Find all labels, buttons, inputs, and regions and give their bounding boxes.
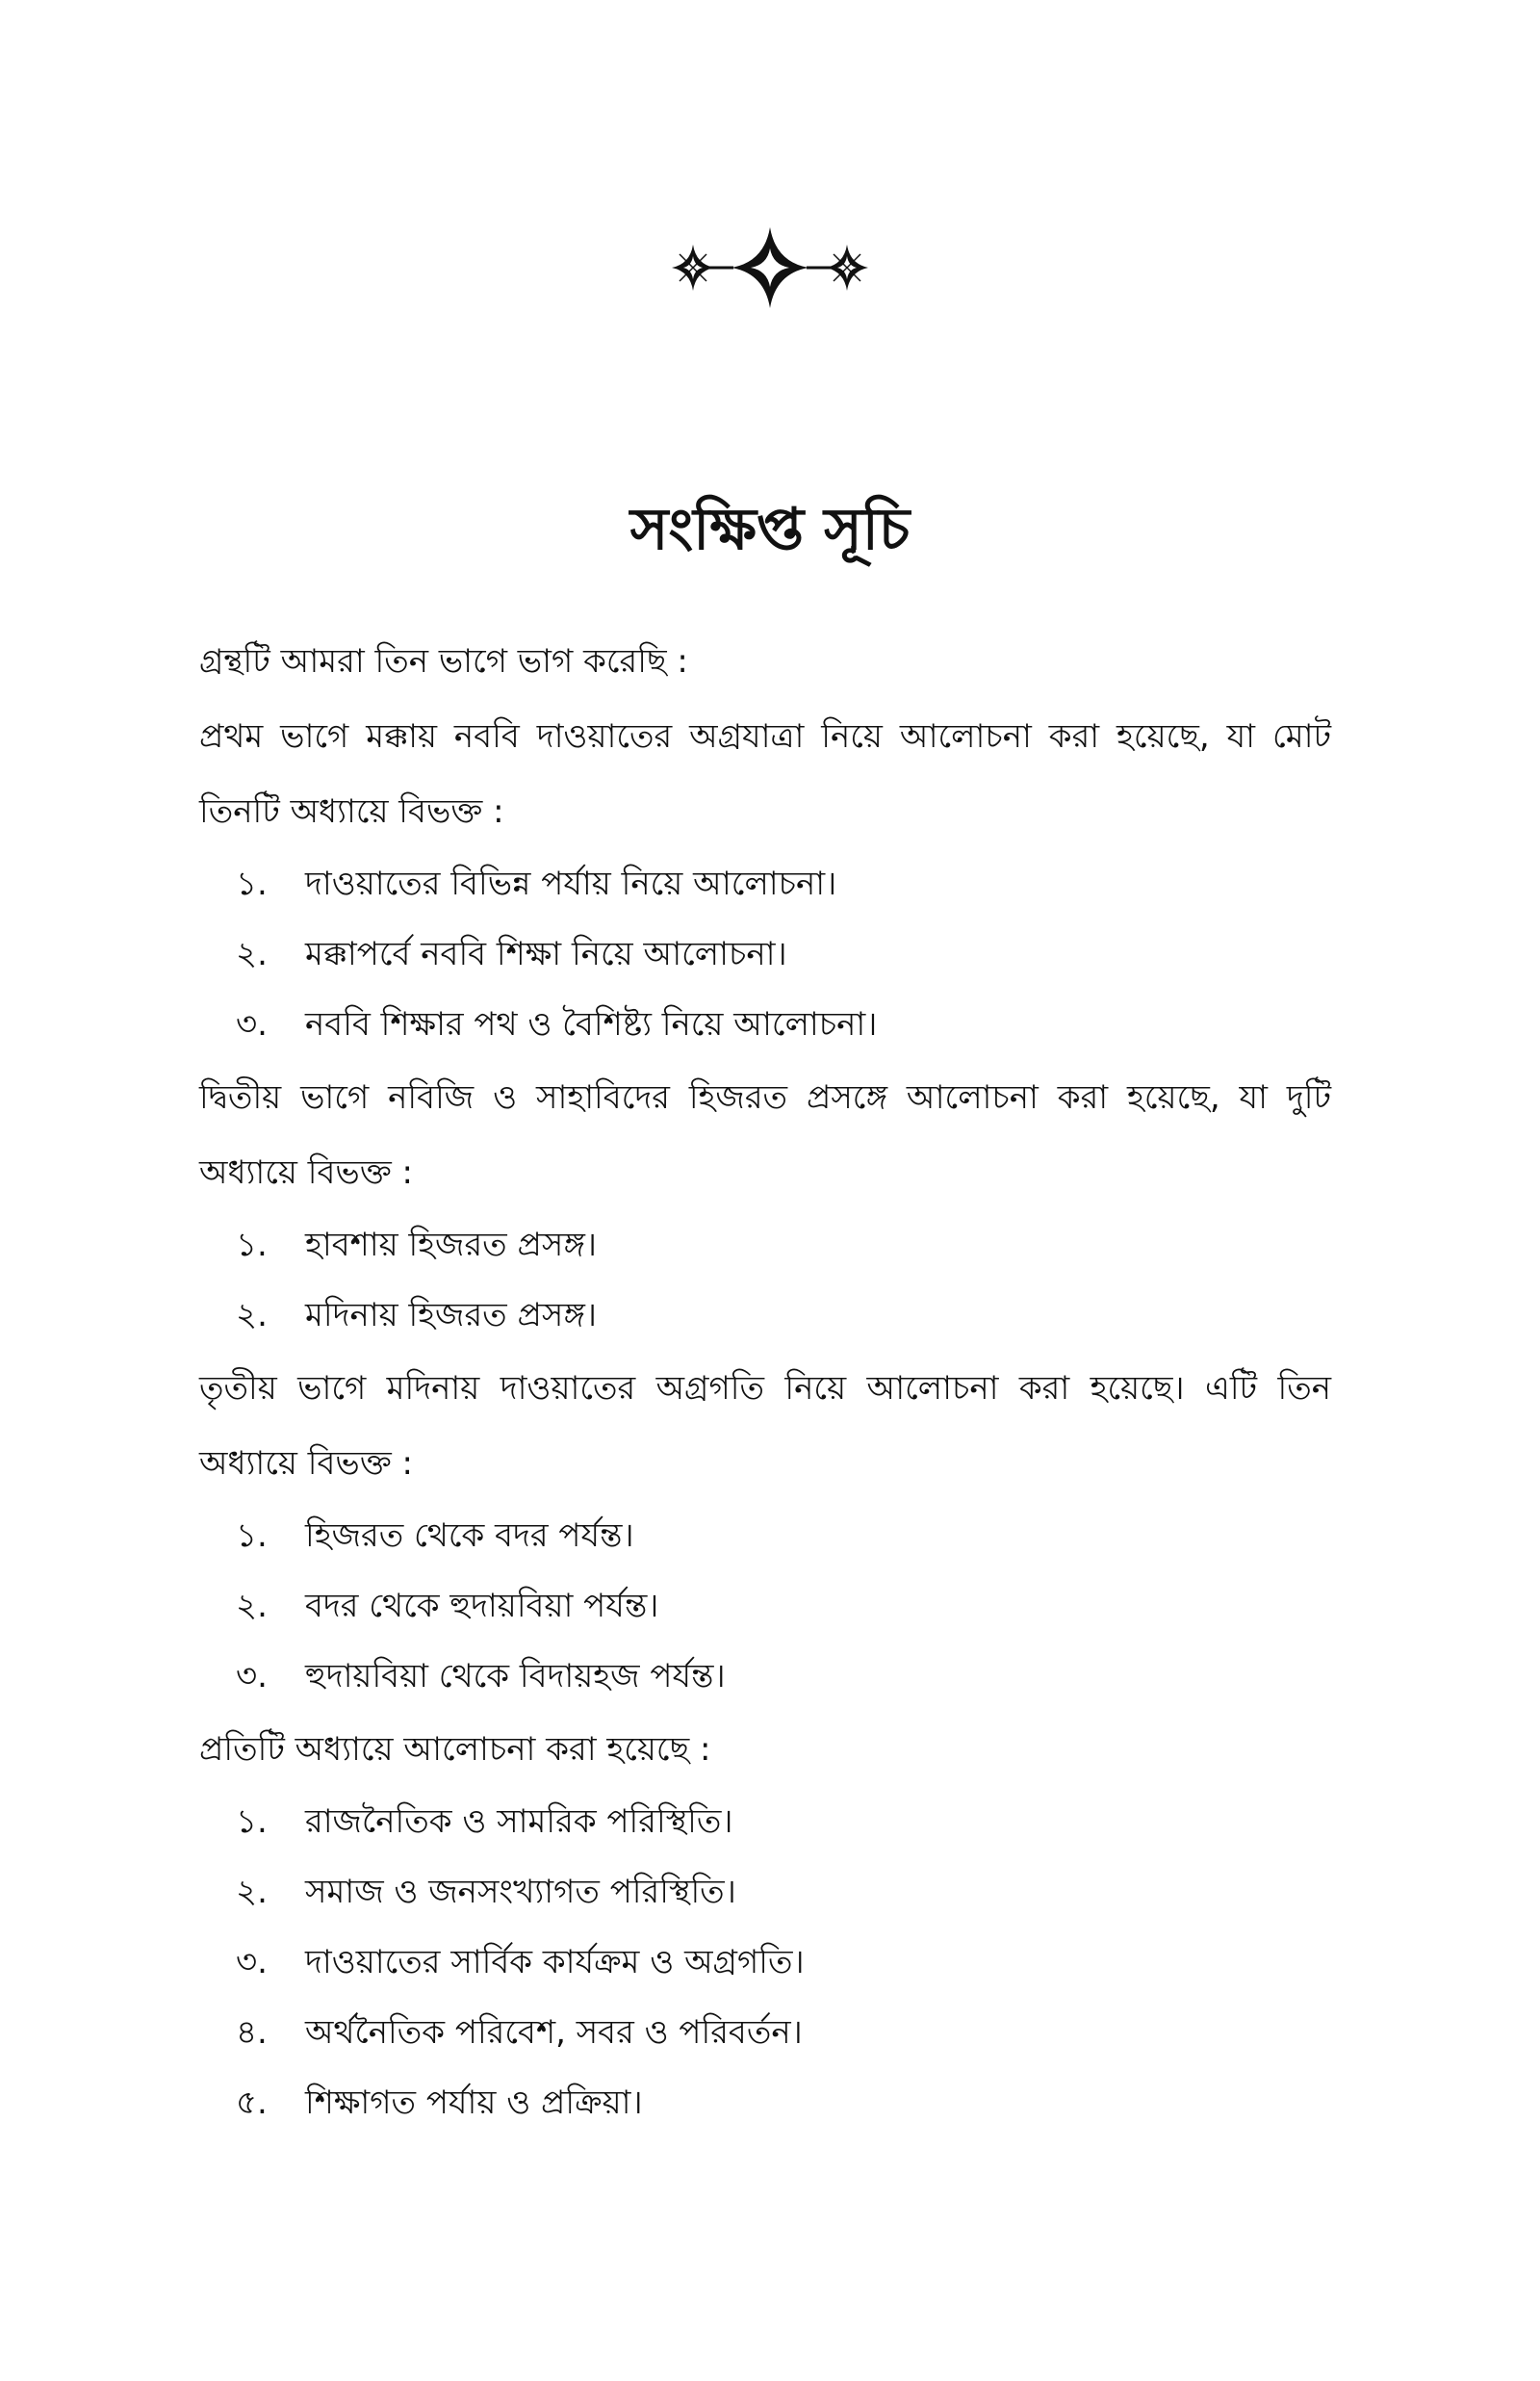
list-number: ২. [236, 1587, 268, 1625]
list-text: হাবশায় হিজরত প্রসঙ্গ। [305, 1226, 598, 1264]
intro-paragraph: গ্রন্থটি আমরা তিন ভাগে ভাগ করেছি : [199, 642, 688, 681]
list-item [199, 849, 1331, 919]
page-title: সংক্ষিপ্ত সূচি [629, 496, 911, 563]
list-item [199, 1210, 1331, 1281]
list-number: ৩. [236, 1943, 268, 1981]
list-number: ৩. [236, 1657, 268, 1695]
list-text: হুদায়বিয়া থেকে বিদায়হজ পর্যন্ত। [305, 1657, 726, 1695]
list-text: হিজরত থেকে বদর পর্যন্ত। [305, 1516, 634, 1555]
section-1-paragraph: প্রথম ভাগে মক্কায় নববি দাওয়াতের অগ্রযাত্রা নিয়ে আলোচনা করা হয়েছে, যা মোট তিনটি অধ্যায়ে বিভক্ত : [199, 717, 1331, 831]
section-3-list [199, 1501, 1331, 1712]
section-1-list [199, 849, 1331, 1060]
list-item [199, 1928, 1331, 1998]
list-number: ২. [236, 935, 268, 973]
list-number: ২. [236, 1873, 268, 1911]
list-item [199, 2068, 1331, 2138]
list-number: ২. [236, 1296, 268, 1334]
list-item [199, 1857, 1331, 1928]
list-item [199, 919, 1331, 990]
list-item [199, 1642, 1331, 1712]
list-item [199, 990, 1331, 1060]
list-number: ১. [236, 1802, 268, 1841]
list-text: বদর থেকে হুদায়বিয়া পর্যন্ত। [305, 1587, 659, 1625]
list-number: ৫. [236, 2083, 268, 2122]
list-text: দাওয়াতের সার্বিক কার্যক্রম ও অগ্রগতি। [305, 1943, 805, 1981]
section-2-list [199, 1210, 1331, 1351]
list-text: দাওয়াতের বিভিন্ন পর্যায় নিয়ে আলোচনা। [305, 865, 837, 903]
content-body [199, 624, 1331, 2138]
section-2-paragraph: দ্বিতীয় ভাগে নবিজি ও সাহাবিদের হিজরত প্রসঙ্গে আলোচনা করা হয়েছে, যা দুটি অধ্যায়ে বিভক্ত : [199, 1078, 1331, 1192]
list-text: রাজনৈতিক ও সামরিক পরিস্থিতি। [305, 1802, 733, 1841]
list-number: ১. [236, 865, 268, 903]
list-text: শিক্ষাগত পর্যায় ও প্রক্রিয়া। [305, 2083, 643, 2122]
section-4-paragraph: প্রতিটি অধ্যায়ে আলোচনা করা হয়েছে : [199, 1730, 711, 1769]
list-item [199, 1281, 1331, 1351]
list-number: ৩. [236, 1005, 268, 1044]
list-item [199, 1787, 1331, 1857]
section-3-paragraph: তৃতীয় ভাগে মদিনায় দাওয়াতের অগ্রগতি নিয়ে আলোচনা করা হয়েছে। এটি তিন অধ্যায়ে বিভক্ত : [199, 1369, 1331, 1483]
list-number: ৪. [236, 2013, 268, 2052]
list-item [199, 1998, 1331, 2068]
list-number: ১. [236, 1226, 268, 1264]
list-text: মদিনায় হিজরত প্রসঙ্গ। [305, 1296, 598, 1334]
section-4-list [199, 1787, 1331, 2138]
list-text: নববি শিক্ষার পথ ও বৈশিষ্ট্য নিয়ে আলোচনা। [305, 1005, 878, 1044]
list-item [199, 1501, 1331, 1571]
list-number: ১. [236, 1516, 268, 1555]
list-text: অর্থনৈতিক পরিবেশ, সবর ও পরিবর্তন। [305, 2013, 803, 2052]
star-ornament-icon [664, 220, 876, 316]
list-text: মক্কাপর্বে নববি শিক্ষা নিয়ে আলোচনা। [305, 935, 787, 973]
list-text: সমাজ ও জনসংখ্যাগত পরিস্থিতি। [305, 1873, 736, 1911]
list-item [199, 1571, 1331, 1642]
